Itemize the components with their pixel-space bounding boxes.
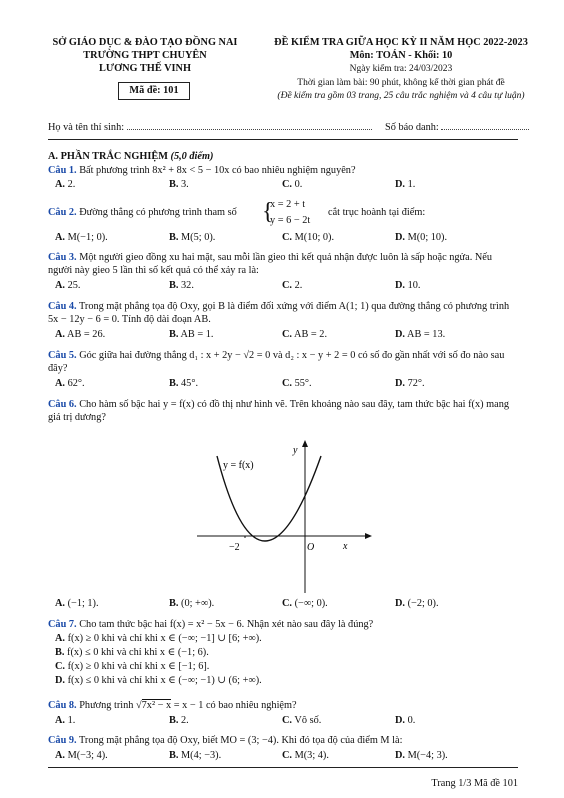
x-axis-arrow <box>365 533 372 539</box>
page-footer: Trang 1/3 Mã đề 101 <box>431 778 518 789</box>
system-line-2: y = 6 − 2t <box>270 215 311 226</box>
question-7-option-d: D. f(x) ≤ 0 khi và chỉ khi x ∈ (−∞; −1) ∪ (6; +∞). <box>55 675 262 686</box>
origin-label: O <box>307 542 315 553</box>
school-name: TRƯỜNG THPT CHUYÊN <box>83 50 207 61</box>
student-name-label: Họ và tên thí sinh: <box>48 122 125 133</box>
question-2-tail: cắt trục hoành tại điểm: <box>328 207 426 218</box>
school-name-2: LƯƠNG THẾ VINH <box>99 63 191 74</box>
question-1: Câu 1. Bất phương trình 8x² + 8x < 5 − 10x có bao nhiêu nghiệm nguyên? <box>48 165 356 176</box>
question-2: Câu 2. Đường thẳng có phương trình tham số <box>48 207 237 218</box>
question-9: Câu 9. Trong mặt phẳng tọa độ Oxy, biết MO = (3; −4). Khi đó tọa độ của điểm M là: <box>48 735 403 746</box>
sqrt-sign: √ <box>136 700 142 711</box>
divider <box>48 139 518 140</box>
student-id-blank <box>441 129 529 130</box>
fx-label: y = f(x) <box>223 460 254 471</box>
student-id-label: Số báo danh: <box>385 122 439 133</box>
question-3: Câu 3. Một người gieo đồng xu hai mặt, sau mỗi lần gieo thì kết quả nhận được luôn là sấp hoặc ngửa. Nếu người này gieo 5 lần thì số kết quả có thể xảy ra là: <box>48 252 493 277</box>
question-8: Câu 8. Phương trình √7x² − x = x − 1 có bao nhiêu nghiệm? <box>48 700 297 711</box>
x-label: x <box>343 541 348 552</box>
student-name-blank <box>127 129 372 130</box>
department-name: SỞ GIÁO DỤC & ĐÀO TẠO ĐỒNG NAI <box>52 37 238 48</box>
exam-structure: (Đề kiểm tra gồm 03 trang, 25 câu trắc nghiệm và 4 câu tự luận) <box>277 91 525 101</box>
question-2-options: A. M(−1; 0). B. M(5; 0). C. M(10; 0). D. M(0; 10). <box>55 232 448 243</box>
system-line-1: x = 2 + t <box>270 199 306 210</box>
question-6: Câu 6. Cho hàm số bậc hai y = f(x) có đồ thị như hình vẽ. Trên khoảng nào sau đây, tam thức bậc hai f(x) mang giá trị dương? <box>48 399 509 424</box>
question-5: Câu 5. Góc giữa hai đường thẳng d₁ : x + 2y − √2 = 0 và d₂ : x − y + 2 = 0 có số đo gần nhất với số đo nào sau đây? <box>48 350 505 375</box>
question-3-options: A. 25. B. 32. C. 2. D. 10. <box>55 280 421 291</box>
system-brace: { <box>262 199 274 225</box>
y-axis-arrow <box>302 440 308 447</box>
question-7-option-a: A. f(x) ≥ 0 khi và chỉ khi x ∈ (−∞; −1] ∪ [6; +∞). <box>55 633 262 644</box>
subject-grade: Môn: TOÁN - Khối: 10 <box>349 50 453 61</box>
section-a-title: A. PHẦN TRẮC NGHIỆM (5,0 điểm) <box>48 151 214 162</box>
exam-date: Ngày kiểm tra: 24/03/2023 <box>349 64 453 74</box>
student-id-row <box>385 121 529 134</box>
question-1-options: A. 2. B. 3. C. 0. D. 1. <box>55 179 416 190</box>
question-7-option-b: B. f(x) ≤ 0 khi và chỉ khi x ∈ (−1; 6). <box>55 647 209 658</box>
exam-duration: Thời gian làm bài: 90 phút, không kể thời gian phát đề <box>297 78 505 88</box>
question-7-option-c: C. f(x) ≥ 0 khi và chỉ khi x ∈ [−1; 6]. <box>55 661 210 672</box>
footer-divider <box>48 767 518 768</box>
parabola-graph <box>195 438 375 598</box>
exam-code-box: Mã đề: 101 <box>118 82 190 100</box>
exam-title: ĐỀ KIỂM TRA GIỮA HỌC KỲ II NĂM HỌC 2022-2023 <box>274 37 528 48</box>
radicand: 7x² − x <box>141 700 172 711</box>
question-4: Câu 4. Trong mặt phẳng tọa độ Oxy, gọi B là điểm đối xứng với điểm A(1; 1) qua đường thẳng có phương trình 5x − 12y − 6 = 0. Tính độ dài đoạn AB. <box>48 301 510 326</box>
question-6-options: A. (−1; 1). B. (0; +∞). C. (−∞; 0). D. (−2; 0). <box>55 598 439 609</box>
y-label: y <box>293 445 298 456</box>
question-9-options: A. M(−3; 4). B. M(4; −3). C. M(3; 4). D. M(−4; 3). <box>55 750 448 761</box>
student-name-row <box>48 121 372 134</box>
neg2-label: −2 <box>229 542 240 553</box>
question-4-options: A. AB = 26. B. AB = 1. C. AB = 2. D. AB = 13. <box>55 329 446 340</box>
question-8-options: A. 1. B. 2. C. Vô số. D. 0. <box>55 715 416 726</box>
question-7: Câu 7. Cho tam thức bậc hai f(x) = x² − 5x − 6. Nhận xét nào sau đây là đúng? <box>48 619 374 630</box>
question-5-options: A. 62°. B. 45°. C. 55°. D. 72°. <box>55 378 425 389</box>
